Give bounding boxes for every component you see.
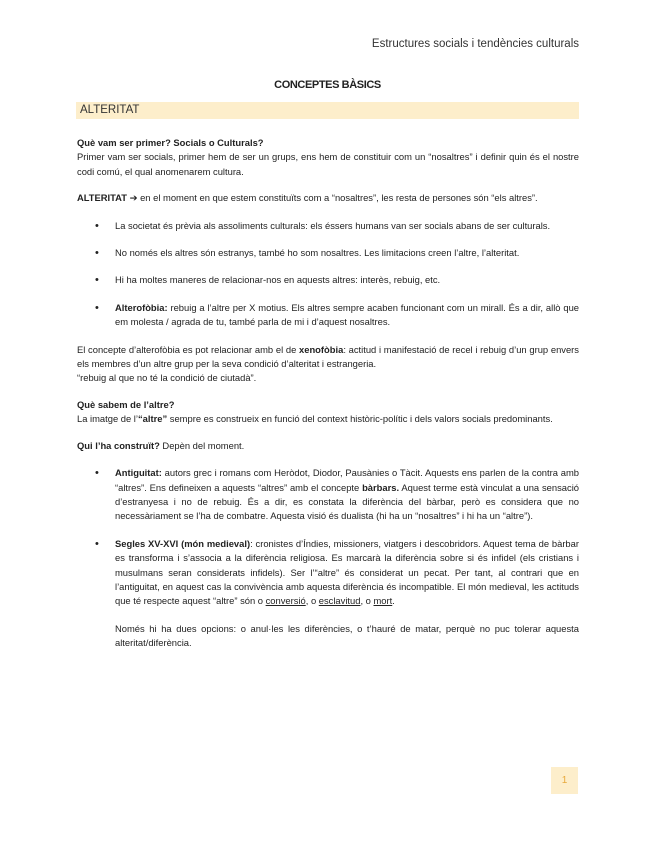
xenofobia-quote: “rebuig al que no té la condició de ciutadà”.	[77, 372, 257, 384]
bullet-icon: •	[95, 274, 99, 287]
list-item-text: rebuig a l’altre per X motius. Els altres sempre acaben funcionant com un mirall. És a dir, allò que em molesta / agrada de tu, també parla de mi i d’aquest nosaltres.	[115, 301, 579, 328]
alteritat-definition	[77, 191, 579, 205]
arrow-icon: ➔	[129, 192, 138, 204]
antiguitat-term: Antiguitat:	[115, 467, 162, 479]
barbars-term: bàrbars.	[362, 481, 400, 493]
question-3: Qui l’ha construït? Depèn del moment.	[77, 439, 245, 451]
list-item	[77, 219, 579, 233]
list-item-antiguitat: • Antiguitat: autors grec i romans com Heròdot, Diodor, Pausànies o Tàcit. Aquests ens parlen de la contra amb “altres”. Ens defineixen a aquests “altres” amb el concepte bàrbars. Aquest terme està vinculat a una sensació d’estranyesa i no de rebuig. És a dir, es constata la diferència del bàrbar, però es considera que no necessàriament se l’ha de combatre. Aquesta visió és dualista (hi ha un “nosaltres” i hi ha un “altre”).	[95, 467, 579, 522]
alteritat-term: ALTERITAT	[77, 192, 127, 204]
answer-1: Primer vam ser socials, primer hem de ser un grups, ens hem de constituir com un “nosaltres” i definir quin és el nostre codi comú, el qual anomenarem cultura.	[77, 151, 579, 177]
alterofobia-term: Alterofòbia:	[115, 301, 168, 313]
xenofobia-term: xenofòbia	[299, 343, 344, 355]
xenofobia-paragraph: El concepte d’alterofòbia es pot relacionar amb el de xenofòbia: actitud i manifestació de recel i rebuig d’un grup envers els membres d’un altre grup per la seva condició d’alteritat i estrangeria.	[77, 343, 579, 370]
alteritat-bullet-list	[77, 219, 579, 330]
alteritat-definition-text: en el moment en que estem constituïts com a “nosaltres”, les resta de persones són “els altres”.	[137, 192, 538, 204]
list-item	[77, 273, 579, 287]
list-item-medieval: • Segles XV-XVI (món medieval): cronistes d’Índies, missioners, viatgers i descobridors. Aquest tema de bàrbar es transforma i s’associa a la diferència religiosa. Es marcarà la diferència sobre si és infidel (els cristians i musulmans seran considerats infidels). Ser l’“altre” és considerat un pecat. Per tant, al contrari que en l’antiguitat, en aquest cas la convivència amb aquesta diferència és incompatible. El món medieval, les actituds que té respecte aquest “altre” són o conversió, o esclavitud, o mort.	[95, 537, 579, 607]
running-header: Estructures socials i tendències culturals	[371, 38, 579, 50]
medieval-term: Segles XV-XVI (món medieval)	[115, 537, 251, 549]
question-1-text: Què vam ser primer? Socials o Culturals?	[77, 137, 264, 148]
medieval-followup: Només hi ha dues opcions: o anul·les les diferències, o t’hauré de matar, perquè no puc tolerar aquesta alteritat/diferència.	[115, 622, 579, 649]
altre-term: “altre”	[137, 413, 168, 425]
page-number: 1	[551, 767, 578, 794]
mort-term: mort	[373, 595, 393, 607]
list-item	[77, 301, 579, 330]
list-item	[77, 246, 579, 260]
bullet-icon: •	[95, 247, 99, 260]
section-heading-band	[76, 102, 579, 119]
bullet-icon: •	[95, 301, 99, 314]
question-2-text: Què sabem de l’altre?	[77, 398, 175, 410]
document-body	[77, 136, 579, 651]
historical-periods-list	[77, 466, 579, 609]
section-heading: ALTERITAT	[80, 104, 140, 116]
bullet-icon: •	[95, 219, 99, 232]
question-3-text: Qui l’ha construït?	[77, 439, 160, 451]
answer-2: La imatge de l’“altre” sempre es construeix en funció del context històric-polític i dels valors socials predominants.	[77, 413, 553, 425]
list-item-text: La societat és prèvia als assoliments culturals: els éssers humans van ser socials abans de ser culturals.	[115, 219, 551, 231]
document-title: CONCEPTES BÀSICS	[274, 79, 381, 91]
esclavitud-term: esclavitud	[318, 595, 361, 607]
conversio-term: conversió	[265, 595, 306, 607]
question-2	[77, 398, 579, 412]
list-item-text: No només els altres són estranys, també ho som nosaltres. Les limitacions creen l’altre, l’alteritat.	[115, 247, 520, 259]
list-item-text: Hi ha moltes maneres de relacionar-nos en aquests altres: interès, rebuig, etc.	[115, 274, 441, 286]
bullet-icon: •	[95, 537, 99, 550]
question-1	[77, 136, 579, 150]
bullet-icon: •	[95, 467, 99, 480]
